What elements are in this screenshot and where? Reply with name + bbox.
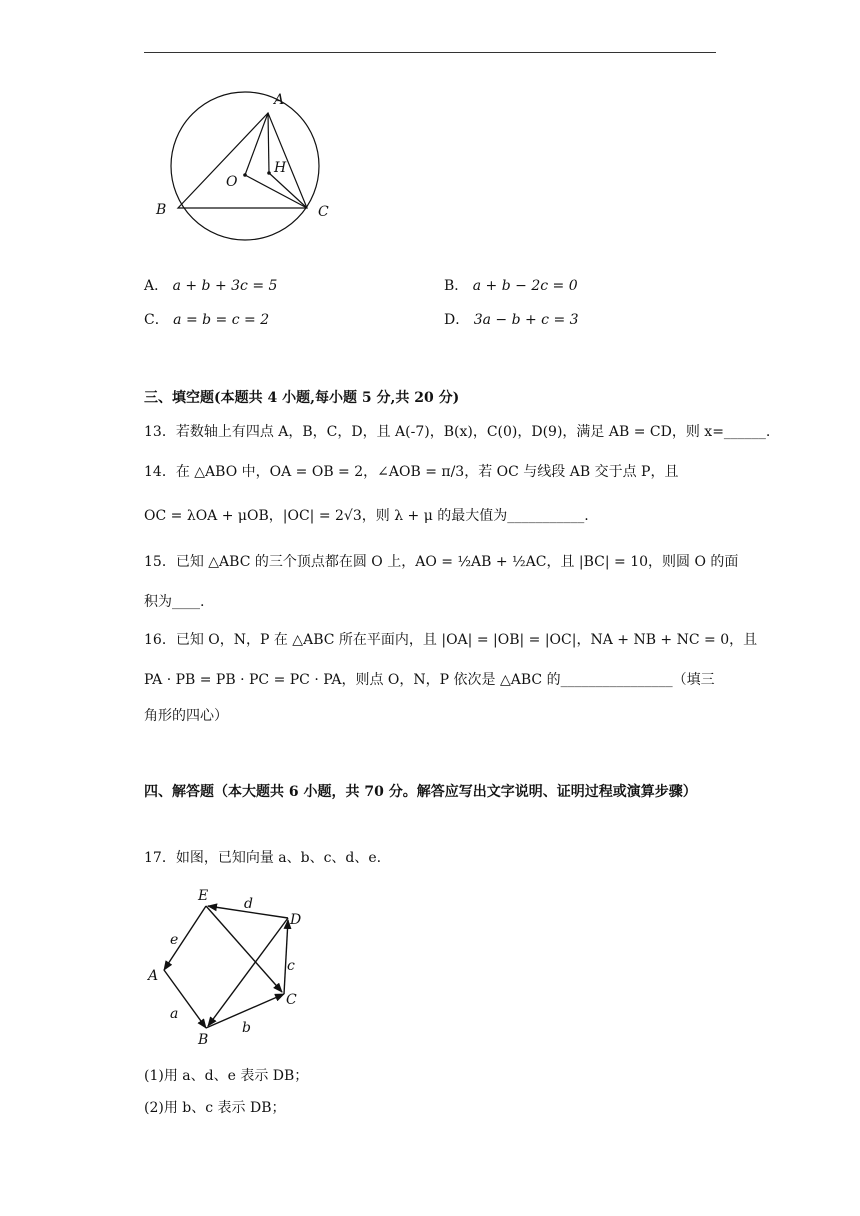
option-a-expr: a + b + 3c = 5 — [172, 278, 278, 294]
point-h — [267, 171, 271, 175]
vector-ec-arrow — [206, 906, 282, 992]
question-17-part-1: (1)用 a、d、e 表示 DB； — [144, 1068, 309, 1084]
question-16-line-1: 16．已知 O，N，P 在 △ABC 所在平面内，且 |OA| = |OB| = |OC|，NA + NB + NC = 0，且 — [144, 632, 758, 648]
option-d[interactable] — [444, 310, 579, 330]
section-4-title: 四、解答题（本大题共 6 小题，共 70 分。解答应写出文字说明、证明过程或演算步骤） — [144, 784, 697, 800]
label-h: H — [274, 160, 287, 176]
option-b-letter: B． — [444, 278, 469, 294]
question-13: 13．若数轴上有四点 A，B，C，D，且 A(-7)，B(x)，C(0)，D(9)，满足 AB = CD，则 x=______. — [144, 424, 771, 440]
option-d-letter: D． — [444, 312, 470, 328]
label-point-b: B — [198, 1032, 209, 1048]
label-point-e: E — [198, 888, 209, 904]
question-14-line-1: 14．在 △ABO 中，OA = OB = 2，∠AOB = π/3，若 OC 与线段 AB 交于点 P，且 — [144, 464, 679, 480]
label-vector-d: d — [244, 896, 253, 912]
label-vector-e: e — [170, 932, 179, 948]
segment-ao — [245, 113, 268, 175]
label-o: O — [226, 174, 238, 190]
header-rule — [144, 52, 716, 53]
point-o — [243, 173, 247, 177]
option-a[interactable] — [144, 276, 277, 296]
label-point-a: A — [148, 968, 159, 984]
question-15-line-2: 积为____. — [144, 594, 205, 610]
label-a: A — [274, 92, 285, 108]
circumcircle — [171, 92, 319, 240]
label-vector-a: a — [170, 1006, 179, 1022]
label-point-c: C — [286, 992, 297, 1008]
circle-triangle-figure — [150, 82, 350, 257]
label-point-d: D — [290, 912, 302, 928]
label-c: C — [318, 204, 329, 220]
option-b-expr: a + b − 2c = 0 — [472, 278, 578, 294]
question-17: 17．如图，已知向量 a、b、c、d、e. — [144, 850, 382, 866]
section-3-title: 三、填空题(本题共 4 小题,每小题 5 分,共 20 分) — [144, 390, 460, 406]
label-vector-c: c — [287, 958, 295, 974]
triangle-abc — [178, 113, 307, 208]
question-17-part-2: (2)用 b、c 表示 DB； — [144, 1100, 286, 1116]
question-16-line-3: 角形的四心） — [144, 708, 228, 724]
option-c-letter: C． — [144, 312, 169, 328]
option-a-letter: A． — [144, 278, 169, 294]
option-c-expr: a = b = c = 2 — [173, 312, 270, 328]
question-16-line-2: PA · PB = PB · PC = PC · PA，则点 O，N，P 依次是 △ABC 的________________（填三 — [144, 672, 715, 688]
question-15-line-1: 15．已知 △ABC 的三个顶点都在圆 O 上，AO = ½AB + ½AC，且 |BC| = 10，则圆 O 的面 — [144, 554, 739, 570]
option-c[interactable] — [144, 310, 269, 330]
option-d-expr: 3a − b + c = 3 — [473, 312, 579, 328]
vector-c-arrow — [284, 920, 288, 994]
label-b: B — [156, 202, 167, 218]
option-b[interactable] — [444, 276, 578, 296]
label-vector-b: b — [242, 1020, 251, 1036]
vector-pentagon-figure — [144, 878, 324, 1048]
question-14-line-2: OC = λOA + μOB，|OC| = 2√3，则 λ + μ 的最大值为___________. — [144, 508, 589, 524]
segment-ah — [268, 113, 269, 173]
